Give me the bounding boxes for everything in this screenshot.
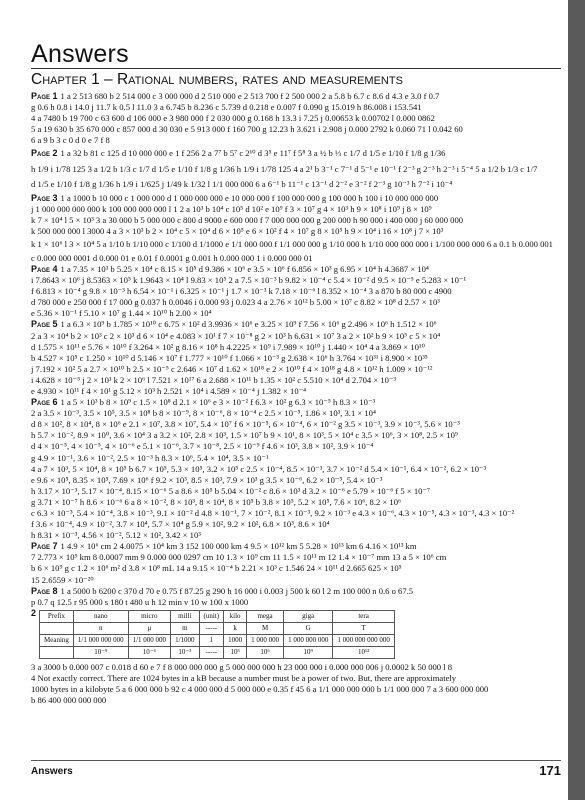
answer-text: 4 a 7480 b 19 700 c 63 600 d 106 000 e 3 980 000 f 2 030 000 g 0.168 h 13.3 i 7.25 j 0.00653 k 0.00702 l 0.000 0862 — [31, 113, 435, 124]
answer-text: 2 a 3 × 10⁴ b 2 × 10³ c 2 × 10³ d 6 × 10⁴ e 4.083 × 10¹ f 7 × 10⁻⁸ g 2 × 10³ h 6.631 × 10⁷ 3 a 2 × 10² b 9 × 10⁵ c 5 × 10⁴ — [31, 330, 441, 341]
answer-line — [31, 508, 561, 519]
answer-text: 1 a 7.35 × 10³ b 5.25 × 10⁴ c 8.15 × 10⁵ d 9.386 × 10⁶ e 3.5 × 10⁶ f 6.856 × 10³ g 6.95 × 10⁴ h 4.3687 × 10⁴ — [60, 263, 429, 274]
page-label: Page 3 — [31, 192, 58, 203]
table-cell: 10⁹ — [284, 646, 333, 658]
answer-line — [31, 319, 561, 330]
answer-line: 3 a 3000 b 0.000 007 c 0.018 d 60 e 7 f 8 000 000 000 g 5 000 000 000 h 23 000 000 i 0.000 000 006 j 0.0002 k 50 000 l 8 — [31, 661, 453, 672]
table-cell: μ — [128, 622, 170, 634]
answer-text: f 3.6 × 10⁻⁴, 4.9 × 10⁻², 3.7 × 10⁴, 5.7 × 10⁴ g 5.9 × 10², 9.2 × 10², 6.8 × 10³, 8.6 × 10⁴ — [31, 519, 330, 530]
table-cell: 1/1000 — [171, 634, 199, 646]
table-cell: ----- — [199, 622, 224, 634]
answer-line — [31, 441, 561, 452]
table-cell: G — [284, 622, 333, 634]
answer-line — [31, 253, 561, 264]
answer-line — [31, 530, 561, 541]
table-cell: M — [247, 622, 284, 634]
page-number: 171 — [539, 763, 561, 778]
answer-line — [31, 264, 561, 275]
page-edge-bar — [568, 0, 585, 800]
answer-line: b 86 400 000 000 000 — [31, 695, 107, 706]
table-cell: (unit) — [199, 610, 224, 622]
answer-text: 1 a 32 b 81 c 125 d 10 000 000 e 1 f 256 2 a 7⁷ b 5⁷ c 2¹⁰ d 3⁵ e 11⁷ f 5⁸ 3 a ½ b ⅓ c 1/7 d 1/5 e 1/10 f 1/8 g 1/36 — [60, 148, 446, 159]
answer-line — [31, 430, 561, 441]
table-cell — [40, 622, 74, 634]
answer-line — [31, 563, 561, 574]
answer-line — [31, 519, 561, 530]
page-label: Page 1 — [31, 91, 58, 101]
table-cell: 1/1 000 000 000 — [73, 634, 128, 646]
answer-text: g 0.6 h 0.8 i 14.0 j 11.7 k 0.5 l 11.0 3 a 6.745 b 8.236 c 5.739 d 0.218 e 0.007 f 0.090 g 15.019 h 86.008 i 153.541 — [31, 102, 422, 113]
answer-line — [31, 113, 561, 124]
table-cell: giga — [284, 610, 333, 622]
page-label: Page 4 — [31, 263, 58, 274]
table-cell: mega — [247, 610, 284, 622]
answer-text: g 4.9 × 10⁻¹, 3.6 × 10⁻², 2.5 × 10⁻³ h 8.3 × 10⁶, 5.4 × 10⁴, 3.5 × 10⁻¹ — [31, 452, 269, 463]
answer-text: h 1/9 i 1/78 125 3 a 1/2 b 1/3 c 1/7 d 1/5 e 1/10 f 1/8 g 1/36 h 1/9 i 1/78 125 4 a 2¹ b 3⁻¹ c 7⁻¹ d 5⁻¹ e 10⁻¹ f 2⁻³ g 2⁻³ h 2⁻³ i 5⁻⁴ 5 a 1/2 b 1/3 c 1/7 — [31, 163, 538, 174]
page-label: Page 5 — [31, 319, 58, 330]
answer-line — [31, 486, 561, 497]
answer-text: 1 a 2 513 680 b 2 514 000 c 3 000 000 d 2 510 000 e 2 513 700 f 2 500 000 2 a 5.8 b 6.7 c 8.6 d 4.3 e 3.0 f 0.7 — [60, 91, 440, 101]
answer-text: f 6.813 × 10⁻⁴ g 9.8 × 10⁻³ h 6.54 × 10⁻¹ i 6.325 × 10⁻¹ j 1.7 × 10⁻³ k 7.18 × 10⁻⁶ l 8.352 × 10⁻⁴ 3 a 870 b 80 000 c 4900 — [31, 286, 452, 297]
answer-line — [31, 91, 561, 102]
answer-text: e 4.930 × 10¹¹ f 4 × 10¹ g 5.12 × 10³ h 2.521 × 10⁴ i 4.589 × 10⁻⁴ j 1.382 × 10⁻⁴ — [31, 385, 307, 396]
table-cell: 1 000 000 — [247, 634, 284, 646]
answer-text: c 6.3 × 10⁻³, 5.4 × 10⁻⁴, 3.8 × 10⁻³, 9.1 × 10⁻² d 4.8 × 10⁻¹, 7 × 10⁻², 8.1 × 10⁻³, 9.2 × 10⁻³ e 4.3 × 10⁻⁶, 4.3 × 10⁻⁵, 4.3 × 10⁻³, 4.3 × 10⁻² — [31, 508, 515, 518]
page-label: Page 7 — [31, 541, 58, 552]
table-cell: micro — [128, 610, 170, 622]
table-cell: kilo — [224, 610, 247, 622]
table-cell: 10⁶ — [247, 646, 284, 658]
answer-line — [31, 193, 561, 204]
answer-line — [31, 124, 561, 135]
answer-text: 15 2.6559 × 10⁻²⁰ — [31, 574, 94, 585]
table-row — [40, 634, 395, 646]
answer-text: i 7.8643 × 10⁶ j 8.5363 × 10⁵ k 1.9643 × 10⁴ l 9.83 × 10⁵ 2 a 7.5 × 10⁻³ b 9.82 × 10⁻⁴ c 5.4 × 10⁻² d 9.5 × 10⁻⁵ e 5.283 × 10⁻¹ — [31, 275, 467, 286]
answer-line — [31, 275, 561, 286]
answer-text: e 5.36 × 10⁻¹ f 5.10 × 10⁷ g 1.44 × 10¹⁰ h 2.00 × 10⁴ — [31, 308, 212, 319]
table-cell — [40, 646, 74, 658]
answer-line: 1000 bytes in a kilobyte 5 a 6 000 000 b 92 c 4 000 000 d 5 000 000 e 0.35 f 45 6 a 1/1 000 000 000 b 1/1 000 000 7 a 3 600 000 000 — [31, 684, 489, 695]
page-label: Page 8 — [31, 585, 58, 596]
answer-text: 6 a 9 b 3 c 0 d 0 e 7 f 8 — [31, 135, 110, 146]
table-cell: tera — [333, 610, 395, 622]
table-cell: n — [73, 622, 128, 634]
answer-text: d 1/5 e 1/10 f 1/8 g 1/36 h 1/9 i 1/625 j 1/49 k 1/32 l 1/1 000 000 6 a 6⁻¹ b 11⁻¹ c 13⁻¹ d 2⁻² e 3⁻² f 2⁻³ g 10⁻³ h 7⁻² i 10⁻⁴ — [31, 179, 453, 190]
answer-line — [31, 386, 561, 397]
answer-line — [31, 102, 561, 113]
answer-line — [31, 497, 561, 508]
prefix-table — [39, 610, 395, 659]
table-cell: nano — [73, 610, 128, 622]
answer-line: 4 Not exactly correct. There are 1024 bytes in a kB because a number must be a power of two. But, there are approximately — [31, 672, 457, 683]
answer-line — [31, 135, 561, 146]
page-label: Page 6 — [31, 397, 58, 408]
answer-line — [31, 586, 561, 597]
answer-line — [31, 475, 561, 486]
chapter-heading: Chapter 1 – Rational numbers, rates and measurements — [31, 71, 403, 88]
table-row — [40, 610, 395, 622]
answer-line — [31, 464, 561, 475]
answer-text: h 3.17 × 10⁻³, 5.17 × 10⁻⁴, 8.15 × 10⁻⁶ 5 a 8.6 × 10⁵ b 5.04 × 10⁻² c 8.6 × 10³ d 3.2 × 10⁻⁶ e 5.79 × 10⁻⁶ f 5 × 10⁻⁷ — [31, 485, 430, 496]
table-cell: 10⁻⁶ — [128, 646, 170, 658]
answer-text: k 7 × 10⁴ l 5 × 10³ 3 a 30 000 b 5 000 000 c 800 d 9000 e 600 000 f 7 000 000 000 g 200 000 h 90 000 i 400 000 j 60 000 000 — [31, 215, 464, 226]
answer-text: j 7.192 × 10² 5 a 2.7 × 10¹⁰ b 2.5 × 10⁻⁵ c 2.646 × 10⁷ d 1.62 × 10¹⁸ e 2 × 10¹⁰ f 4 × 10¹⁸ g 4.8 × 10¹² h 1.009 × 10⁻¹² — [31, 363, 433, 374]
answer-text: 1 a 5 × 10³ b 8 × 10⁹ c 1.5 × 10⁸ d 2.1 × 10⁶ e 3 × 10⁻² f 6.3 × 10² g 6.3 × 10⁻⁵ h 8.3 × 10⁻³ — [60, 397, 376, 408]
answer-line — [31, 397, 561, 408]
answer-line — [31, 575, 561, 586]
title-rule — [31, 68, 561, 69]
answer-text: e 9.6 × 10⁵, 8.35 × 10⁵, 7.69 × 10⁶ f 9.2 × 10³, 8.5 × 10³, 7.9 × 10³ g 3.5 × 10⁻⁶, 6.2 × 10⁻⁵, 5.4 × 10⁻³ — [31, 474, 383, 485]
table-row — [40, 646, 395, 658]
answer-text: b 4.527 × 10⁵ c 1.250 × 10¹⁰ d 5.146 × 10⁷ f 1.777 × 10¹⁰ f 1.066 × 10⁻³ g 2.638 × 10⁶ h 3.764 × 10³¹ i 8.900 × 10³⁵ — [31, 352, 428, 363]
answer-text: d 1.575 × 10¹¹ e 5.76 × 10¹⁰ f 3.264 × 10² g 8.16 × 10⁸ h 4.2225 × 10⁹ i 7.989 × 10¹⁰ j 1.440 × 10⁴ 4 a 3.869 × 10¹⁰ — [31, 341, 425, 352]
answer-line — [31, 146, 561, 162]
answer-line — [31, 375, 561, 386]
answer-lines — [31, 91, 561, 706]
answer-text: 1 a 5000 b 6200 c 370 d 70 e 0.75 f 87.25 g 290 h 16 000 i 0.003 j 500 k 60 l 2 m 100 000 n 0.6 o 67.5 — [60, 585, 414, 596]
table-cell: 10³ — [224, 646, 247, 658]
table-cell: ----- — [199, 646, 224, 658]
answer-text: 1 a 1000 b 10 000 c 1 000 000 d 1 000 000 000 e 10 000 000 f 100 000 000 g 100 000 h 100 i 10 000 000 000 — [60, 192, 439, 203]
answer-text: j 1 000 000 000 000 k 100 000 000 000 l 1 2 a 10³ b 10⁴ c 10⁵ d 10² e 10⁹ f 3 × 10⁷ g 4 × 10³ h 9 × 10⁸ i 10⁹ j 8 × 10⁹ — [31, 204, 432, 215]
answer-text: h 5.7 × 10⁻², 8.9 × 10⁰, 3.6 × 10⁴ 3 a 3.2 × 10², 2.8 × 10³, 1.5 × 10⁷ b 9 × 10¹, 8 × 10³, 5 × 10⁴ c 3.5 × 10⁶, 3 × 10⁸, 2.5 × 10⁹ — [31, 430, 458, 441]
answer-line — [31, 353, 561, 364]
table-cell: m — [171, 622, 199, 634]
table-cell: 1 000 000 000 — [284, 634, 333, 646]
answer-line — [31, 342, 561, 353]
table-cell: 1 — [199, 634, 224, 646]
answer-text: p 0.7 q 12.5 r 95 000 s 180 t 480 u h 12 min v 10 w 100 x 1000 — [31, 596, 249, 607]
table-cell: T — [333, 622, 395, 634]
answer-text: 5 a 19 630 b 35 670 000 c 857 000 d 30 030 e 5 913 000 f 160 700 g 12.23 h 3.621 i 2.908 j 0.000 2792 k 0.060 71 l 0.042 60 — [31, 124, 463, 135]
answer-line — [31, 597, 561, 608]
answer-line — [31, 331, 561, 342]
table-cell: milli — [171, 610, 199, 622]
prefix-table-block — [31, 608, 561, 662]
answer-text: 4 a 7 × 10³, 5 × 10⁴, 8 × 10⁵ b 6.7 × 10⁵, 5.3 × 10⁵, 3.2 × 10⁵ c 2.5 × 10⁻⁴, 8.5 × 10⁻³, 3.7 × 10⁻² d 5.4 × 10⁻¹, 6.4 × 10⁻², 6.2 × 10⁻³ — [31, 463, 487, 474]
answer-text: k 500 000 000 l 3000 4 a 3 × 10³ b 2 × 10⁴ c 5 × 10⁴ d 6 × 10⁵ e 6 × 10² f 4 × 10⁷ g 8 × 10⁵ h 9 × 10⁴ i 16 × 10⁸ j 7 × 10³ — [31, 226, 444, 237]
answer-line — [31, 552, 561, 563]
answer-line — [31, 177, 561, 193]
table-cell: 10⁻⁹ — [73, 646, 128, 658]
answer-line — [31, 364, 561, 375]
answer-line — [31, 215, 561, 226]
table-cell: 1 000 000 000 000 — [333, 634, 395, 646]
footer-rule — [31, 760, 561, 761]
question-number: 2 — [31, 607, 37, 618]
table-row — [40, 622, 395, 634]
answer-text: k 1 × 10⁶ l 3 × 10⁴ 5 a 1/10 b 1/10 000 c 1/100 d 1/1000 e 1/1 000 000 f 1/1 000 000 g 1/10 000 h 1/10 000 000 000 i 1/100 000 000 6 a 0.1 b 0.000 001 — [31, 239, 553, 250]
answer-line — [31, 419, 561, 430]
answer-text: 2 a 3.5 × 10⁻³, 3.5 × 10⁵, 3.5 × 10⁸ b 8 × 10⁻⁹, 8 × 10⁻⁶, 8 × 10⁻⁴ c 2.5 × 10⁻⁵, 1.86 × 10³, 3.1 × 10⁴ — [31, 408, 376, 419]
page-title: Answers — [31, 40, 129, 68]
answer-line — [31, 541, 561, 552]
answer-text: 1 a 6.3 × 10⁹ b 1.785 × 10¹⁰ c 6.75 × 10² d 3.9936 × 10⁶ e 3.25 × 10⁹ f 7.56 × 10⁶ g 2.496 × 10⁶ h 1.512 × 10⁶ — [60, 319, 437, 330]
answer-text: d 4 × 10⁻⁵, 4 × 10⁻⁵, 4 × 10⁻⁶ e 5.1 × 10⁻⁶, 3.7 × 10⁻⁸, 2.5 × 10⁻⁹ f 4.6 × 10³, 3.8 × 10², 3.9 × 10⁻⁴ — [31, 441, 374, 452]
table-cell: 10⁻³ — [171, 646, 199, 658]
answer-line — [31, 162, 561, 178]
answer-text: h 8.31 × 10⁻³, 4.56 × 10⁻², 5.12 × 10², 3.42 × 10³ — [31, 530, 201, 541]
answer-line — [31, 308, 561, 319]
page-label: Page 2 — [31, 148, 58, 159]
answer-line — [31, 408, 561, 419]
answer-line — [31, 297, 561, 308]
table-cell: 1000 — [224, 634, 247, 646]
answer-text: c 0.000 000 0001 d 0.000 01 e 0.01 f 0.0001 g 0.001 h 0.000 000 1 i 0.000 000 01 — [31, 252, 313, 263]
table-cell: 1/1 000 000 — [128, 634, 170, 646]
table-cell: k — [224, 622, 247, 634]
answer-line — [31, 226, 561, 237]
answer-text: 7 2.773 × 10⁹ km 8 0.0007 mm 9 0.000 000 0297 cm 10 1.3 × 10⁹ cm 11 1.5 × 10¹¹ m 12 1.4 × 10⁻⁷ mm 13 a 5 × 10⁶ cm — [31, 552, 447, 563]
answer-text: g 3.71 × 10⁻⁷ h 8.6 × 10⁻⁶ 6 a 8 × 10⁻², 8 × 10³, 8 × 10⁴, 8 × 10⁵ b 3.8 × 10⁵, 5.2 × 10⁵, 7.6 × 10⁶, 8.2 × 10⁶ — [31, 496, 402, 507]
answer-line — [31, 286, 561, 297]
answer-text: b 6 × 10⁹ g c 1.2 × 10⁶ m² d 3.8 × 10⁸ mL 14 a 9.15 × 10⁻⁴ b 2.21 × 10³ c 1.546 24 × 10¹¹ d 2.665 625 × 10⁵ — [31, 563, 402, 574]
table-cell: 10¹² — [333, 646, 395, 658]
answer-text: 1 4.9 × 10⁶ cm 2 4.0075 × 10⁴ km 3 152 100 000 km 4 9.5 × 10¹² km 5 5.28 × 10¹³ km 6 4.16 × 10¹³ km — [60, 541, 417, 552]
answer-line — [31, 237, 561, 253]
answer-text: d 8 × 10², 8 × 10⁴, 8 × 10⁶ e 2.1 × 10⁷, 3.8 × 10⁷, 5.4 × 10⁷ f 6 × 10⁻⁵, 6 × 10⁻⁴, 6 × 10⁻² g 3.5 × 10⁻³, 3.9 × 10⁻³, 5.6 × 10⁻³ — [31, 419, 460, 430]
footer-label: Answers — [31, 766, 73, 777]
answer-text: d 780 000 e 250 000 f 17 000 g 0.037 h 0.0046 i 0.000 93 j 0.023 4 a 2.76 × 10¹² b 5.00 × 10⁷ c 8.82 × 10⁸ d 2.57 × 10³ — [31, 297, 440, 308]
answer-line — [31, 453, 561, 464]
table-cell: Meaning — [40, 634, 74, 646]
answer-text: i 4.628 × 10⁻⁵ j 2 × 10³ k 2 × 10⁶ l 7.521 × 10¹⁷ 6 a 2.688 × 10¹¹ b 1.35 × 10² c 5.510 × 10⁴ d 2.704 × 10⁻³ — [31, 374, 397, 385]
table-cell: Prefix — [40, 610, 74, 622]
answer-line — [31, 204, 561, 215]
